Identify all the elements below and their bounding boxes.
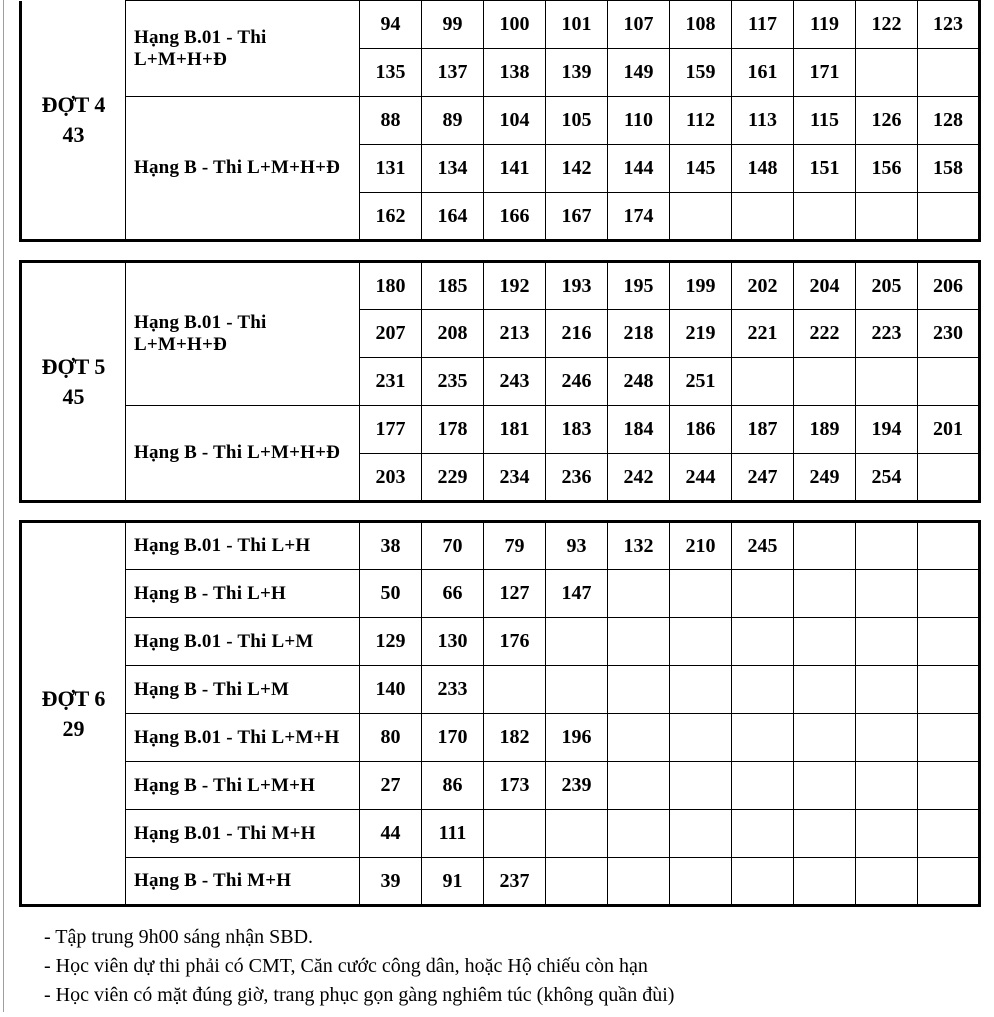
candidate-number-cell: 151	[794, 145, 856, 193]
candidate-number-cell: 115	[794, 97, 856, 145]
empty-cell	[670, 810, 732, 858]
candidate-number-cell: 199	[670, 262, 732, 310]
class-label-cell: Hạng B - Thi L+M+H+Đ	[126, 406, 360, 502]
candidate-number-cell: 203	[360, 454, 422, 502]
candidate-number-cell: 213	[484, 310, 546, 358]
class-label-cell: Hạng B.01 - Thi L+M+H	[126, 714, 360, 762]
empty-cell	[670, 762, 732, 810]
candidate-number-cell: 189	[794, 406, 856, 454]
candidate-number-cell: 201	[918, 406, 980, 454]
candidate-number-cell: 222	[794, 310, 856, 358]
empty-cell	[918, 570, 980, 618]
empty-cell	[732, 810, 794, 858]
empty-cell	[918, 454, 980, 502]
candidate-number-cell: 139	[546, 49, 608, 97]
empty-cell	[732, 570, 794, 618]
candidate-number-cell: 193	[546, 262, 608, 310]
candidate-number-cell: 130	[422, 618, 484, 666]
empty-cell	[670, 714, 732, 762]
empty-cell	[856, 193, 918, 241]
candidate-number-cell: 176	[484, 618, 546, 666]
candidate-number-cell: 180	[360, 262, 422, 310]
class-label-cell: Hạng B.01 - Thi M+H	[126, 810, 360, 858]
candidate-number-cell: 50	[360, 570, 422, 618]
candidate-number-cell: 66	[422, 570, 484, 618]
candidate-number-cell: 127	[484, 570, 546, 618]
candidate-number-cell: 148	[732, 145, 794, 193]
table-row	[21, 570, 980, 618]
candidate-number-cell: 119	[794, 1, 856, 49]
session-cell	[21, 262, 126, 502]
candidate-number-cell: 187	[732, 406, 794, 454]
empty-cell	[856, 522, 918, 570]
empty-cell	[732, 618, 794, 666]
class-label-cell: Hạng B.01 - Thi L+M+H+Đ	[126, 262, 360, 406]
candidate-number-cell: 196	[546, 714, 608, 762]
candidate-number-cell: 206	[918, 262, 980, 310]
candidate-number-cell: 111	[422, 810, 484, 858]
empty-cell	[670, 193, 732, 241]
candidate-number-cell: 223	[856, 310, 918, 358]
candidate-number-cell: 162	[360, 193, 422, 241]
empty-cell	[608, 570, 670, 618]
table-row	[21, 522, 980, 570]
empty-cell	[794, 522, 856, 570]
candidate-number-cell: 117	[732, 1, 794, 49]
empty-cell	[918, 666, 980, 714]
empty-cell	[856, 714, 918, 762]
candidate-number-cell: 234	[484, 454, 546, 502]
table-row	[21, 1, 980, 49]
empty-cell	[732, 358, 794, 406]
candidate-number-cell: 101	[546, 1, 608, 49]
candidate-number-cell: 145	[670, 145, 732, 193]
candidate-number-cell: 89	[422, 97, 484, 145]
empty-cell	[794, 618, 856, 666]
empty-cell	[856, 358, 918, 406]
empty-cell	[670, 570, 732, 618]
candidate-number-cell: 181	[484, 406, 546, 454]
candidate-number-cell: 140	[360, 666, 422, 714]
candidate-number-cell: 112	[670, 97, 732, 145]
schedule-table-dot-6	[19, 520, 981, 907]
empty-cell	[608, 762, 670, 810]
empty-cell	[794, 358, 856, 406]
class-label-cell: Hạng B.01 - Thi L+M+H+Đ	[126, 1, 360, 97]
empty-cell	[794, 666, 856, 714]
candidate-number-cell: 80	[360, 714, 422, 762]
empty-cell	[608, 666, 670, 714]
candidate-number-cell: 239	[546, 762, 608, 810]
empty-cell	[856, 858, 918, 906]
class-label-cell: Hạng B - Thi L+M+H+Đ	[126, 97, 360, 241]
candidate-number-cell: 208	[422, 310, 484, 358]
empty-cell	[794, 570, 856, 618]
candidate-number-cell: 123	[918, 1, 980, 49]
empty-cell	[856, 810, 918, 858]
candidate-number-cell: 100	[484, 1, 546, 49]
candidate-number-cell: 39	[360, 858, 422, 906]
class-label-cell: Hạng B - Thi L+M	[126, 666, 360, 714]
candidate-number-cell: 251	[670, 358, 732, 406]
candidate-number-cell: 231	[360, 358, 422, 406]
empty-cell	[794, 810, 856, 858]
candidate-number-cell: 131	[360, 145, 422, 193]
table-row	[21, 858, 980, 906]
table-row	[21, 262, 980, 310]
empty-cell	[732, 714, 794, 762]
empty-cell	[918, 714, 980, 762]
empty-cell	[856, 49, 918, 97]
empty-cell	[670, 666, 732, 714]
candidate-number-cell: 210	[670, 522, 732, 570]
session-count: 29	[62, 715, 85, 741]
candidate-number-cell: 107	[608, 1, 670, 49]
candidate-number-cell: 99	[422, 1, 484, 49]
candidate-number-cell: 134	[422, 145, 484, 193]
candidate-number-cell: 79	[484, 522, 546, 570]
note-line: - Tập trung 9h00 sáng nhận SBD.	[44, 926, 314, 948]
candidate-number-cell: 248	[608, 358, 670, 406]
candidate-number-cell: 246	[546, 358, 608, 406]
table-row	[21, 714, 980, 762]
class-label-cell: Hạng B - Thi L+M+H	[126, 762, 360, 810]
empty-cell	[794, 714, 856, 762]
note-line: - Học viên dự thi phải có CMT, Căn cước công dân, hoặc Hộ chiếu còn hạn	[44, 955, 648, 977]
session-title: ĐỢT 6	[41, 685, 106, 711]
session-title: ĐỢT 4	[41, 91, 106, 117]
class-label-cell: Hạng B.01 - Thi L+H	[126, 522, 360, 570]
candidate-number-cell: 237	[484, 858, 546, 906]
table-row	[21, 810, 980, 858]
candidate-number-cell: 128	[918, 97, 980, 145]
candidate-number-cell: 229	[422, 454, 484, 502]
note-line: - Học viên có mặt đúng giờ, trang phục gọn gàng nghiêm túc (không quần đùi)	[44, 984, 675, 1006]
candidate-number-cell: 235	[422, 358, 484, 406]
candidate-number-cell: 236	[546, 454, 608, 502]
candidate-number-cell: 108	[670, 1, 732, 49]
candidate-number-cell: 205	[856, 262, 918, 310]
candidate-number-cell: 166	[484, 193, 546, 241]
candidate-number-cell: 44	[360, 810, 422, 858]
candidate-number-cell: 94	[360, 1, 422, 49]
candidate-number-cell: 137	[422, 49, 484, 97]
candidate-number-cell: 38	[360, 522, 422, 570]
candidate-number-cell: 192	[484, 262, 546, 310]
candidate-number-cell: 170	[422, 714, 484, 762]
empty-cell	[732, 858, 794, 906]
page-left-border	[3, 0, 4, 1012]
candidate-number-cell: 129	[360, 618, 422, 666]
class-label-cell: Hạng B - Thi M+H	[126, 858, 360, 906]
candidate-number-cell: 27	[360, 762, 422, 810]
candidate-number-cell: 247	[732, 454, 794, 502]
empty-cell	[484, 666, 546, 714]
empty-cell	[794, 858, 856, 906]
candidate-number-cell: 122	[856, 1, 918, 49]
candidate-number-cell: 186	[670, 406, 732, 454]
table-row	[21, 97, 980, 145]
candidate-number-cell: 177	[360, 406, 422, 454]
empty-cell	[732, 193, 794, 241]
candidate-number-cell: 204	[794, 262, 856, 310]
empty-cell	[608, 714, 670, 762]
empty-cell	[856, 666, 918, 714]
empty-cell	[856, 570, 918, 618]
empty-cell	[608, 810, 670, 858]
empty-cell	[670, 858, 732, 906]
candidate-number-cell: 194	[856, 406, 918, 454]
candidate-number-cell: 164	[422, 193, 484, 241]
candidate-number-cell: 173	[484, 762, 546, 810]
candidate-number-cell: 233	[422, 666, 484, 714]
candidate-number-cell: 159	[670, 49, 732, 97]
candidate-number-cell: 70	[422, 522, 484, 570]
empty-cell	[670, 618, 732, 666]
candidate-number-cell: 218	[608, 310, 670, 358]
candidate-number-cell: 243	[484, 358, 546, 406]
empty-cell	[608, 858, 670, 906]
table-row	[21, 618, 980, 666]
empty-cell	[918, 522, 980, 570]
candidate-number-cell: 110	[608, 97, 670, 145]
candidate-number-cell: 171	[794, 49, 856, 97]
candidate-number-cell: 86	[422, 762, 484, 810]
candidate-number-cell: 244	[670, 454, 732, 502]
empty-cell	[794, 193, 856, 241]
candidate-number-cell: 207	[360, 310, 422, 358]
session-cell	[21, 1, 126, 241]
candidate-number-cell: 149	[608, 49, 670, 97]
candidate-number-cell: 93	[546, 522, 608, 570]
empty-cell	[546, 810, 608, 858]
candidate-number-cell: 135	[360, 49, 422, 97]
empty-cell	[794, 762, 856, 810]
candidate-number-cell: 221	[732, 310, 794, 358]
candidate-number-cell: 113	[732, 97, 794, 145]
candidate-number-cell: 147	[546, 570, 608, 618]
session-cell	[21, 522, 126, 906]
schedule-table-dot-5	[19, 260, 981, 503]
empty-cell	[732, 666, 794, 714]
table-row	[21, 406, 980, 454]
empty-cell	[608, 618, 670, 666]
candidate-number-cell: 88	[360, 97, 422, 145]
candidate-number-cell: 230	[918, 310, 980, 358]
class-label-cell: Hạng B.01 - Thi L+M	[126, 618, 360, 666]
empty-cell	[732, 762, 794, 810]
empty-cell	[484, 810, 546, 858]
candidate-number-cell: 91	[422, 858, 484, 906]
candidate-number-cell: 242	[608, 454, 670, 502]
candidate-number-cell: 105	[546, 97, 608, 145]
empty-cell	[918, 193, 980, 241]
empty-cell	[918, 49, 980, 97]
class-label-cell: Hạng B - Thi L+H	[126, 570, 360, 618]
candidate-number-cell: 216	[546, 310, 608, 358]
candidate-number-cell: 161	[732, 49, 794, 97]
candidate-number-cell: 132	[608, 522, 670, 570]
candidate-number-cell: 126	[856, 97, 918, 145]
candidate-number-cell: 174	[608, 193, 670, 241]
session-title: ĐỢT 5	[41, 353, 106, 379]
candidate-number-cell: 104	[484, 97, 546, 145]
candidate-number-cell: 142	[546, 145, 608, 193]
candidate-number-cell: 183	[546, 406, 608, 454]
candidate-number-cell: 158	[918, 145, 980, 193]
empty-cell	[918, 762, 980, 810]
empty-cell	[546, 858, 608, 906]
table-row	[21, 762, 980, 810]
empty-cell	[546, 666, 608, 714]
candidate-number-cell: 182	[484, 714, 546, 762]
candidate-number-cell: 249	[794, 454, 856, 502]
empty-cell	[856, 618, 918, 666]
candidate-number-cell: 178	[422, 406, 484, 454]
candidate-number-cell: 254	[856, 454, 918, 502]
empty-cell	[918, 858, 980, 906]
empty-cell	[918, 810, 980, 858]
table-row	[21, 666, 980, 714]
candidate-number-cell: 144	[608, 145, 670, 193]
footer-notes	[44, 923, 674, 1010]
candidate-number-cell: 167	[546, 193, 608, 241]
candidate-number-cell: 156	[856, 145, 918, 193]
candidate-number-cell: 185	[422, 262, 484, 310]
session-count: 43	[62, 121, 85, 147]
candidate-number-cell: 195	[608, 262, 670, 310]
candidate-number-cell: 202	[732, 262, 794, 310]
schedule-table-dot-4	[19, 0, 981, 242]
candidate-number-cell: 184	[608, 406, 670, 454]
candidate-number-cell: 219	[670, 310, 732, 358]
session-count: 45	[62, 383, 85, 409]
empty-cell	[918, 618, 980, 666]
empty-cell	[546, 618, 608, 666]
empty-cell	[918, 358, 980, 406]
candidate-number-cell: 141	[484, 145, 546, 193]
candidate-number-cell: 245	[732, 522, 794, 570]
empty-cell	[856, 762, 918, 810]
candidate-number-cell: 138	[484, 49, 546, 97]
